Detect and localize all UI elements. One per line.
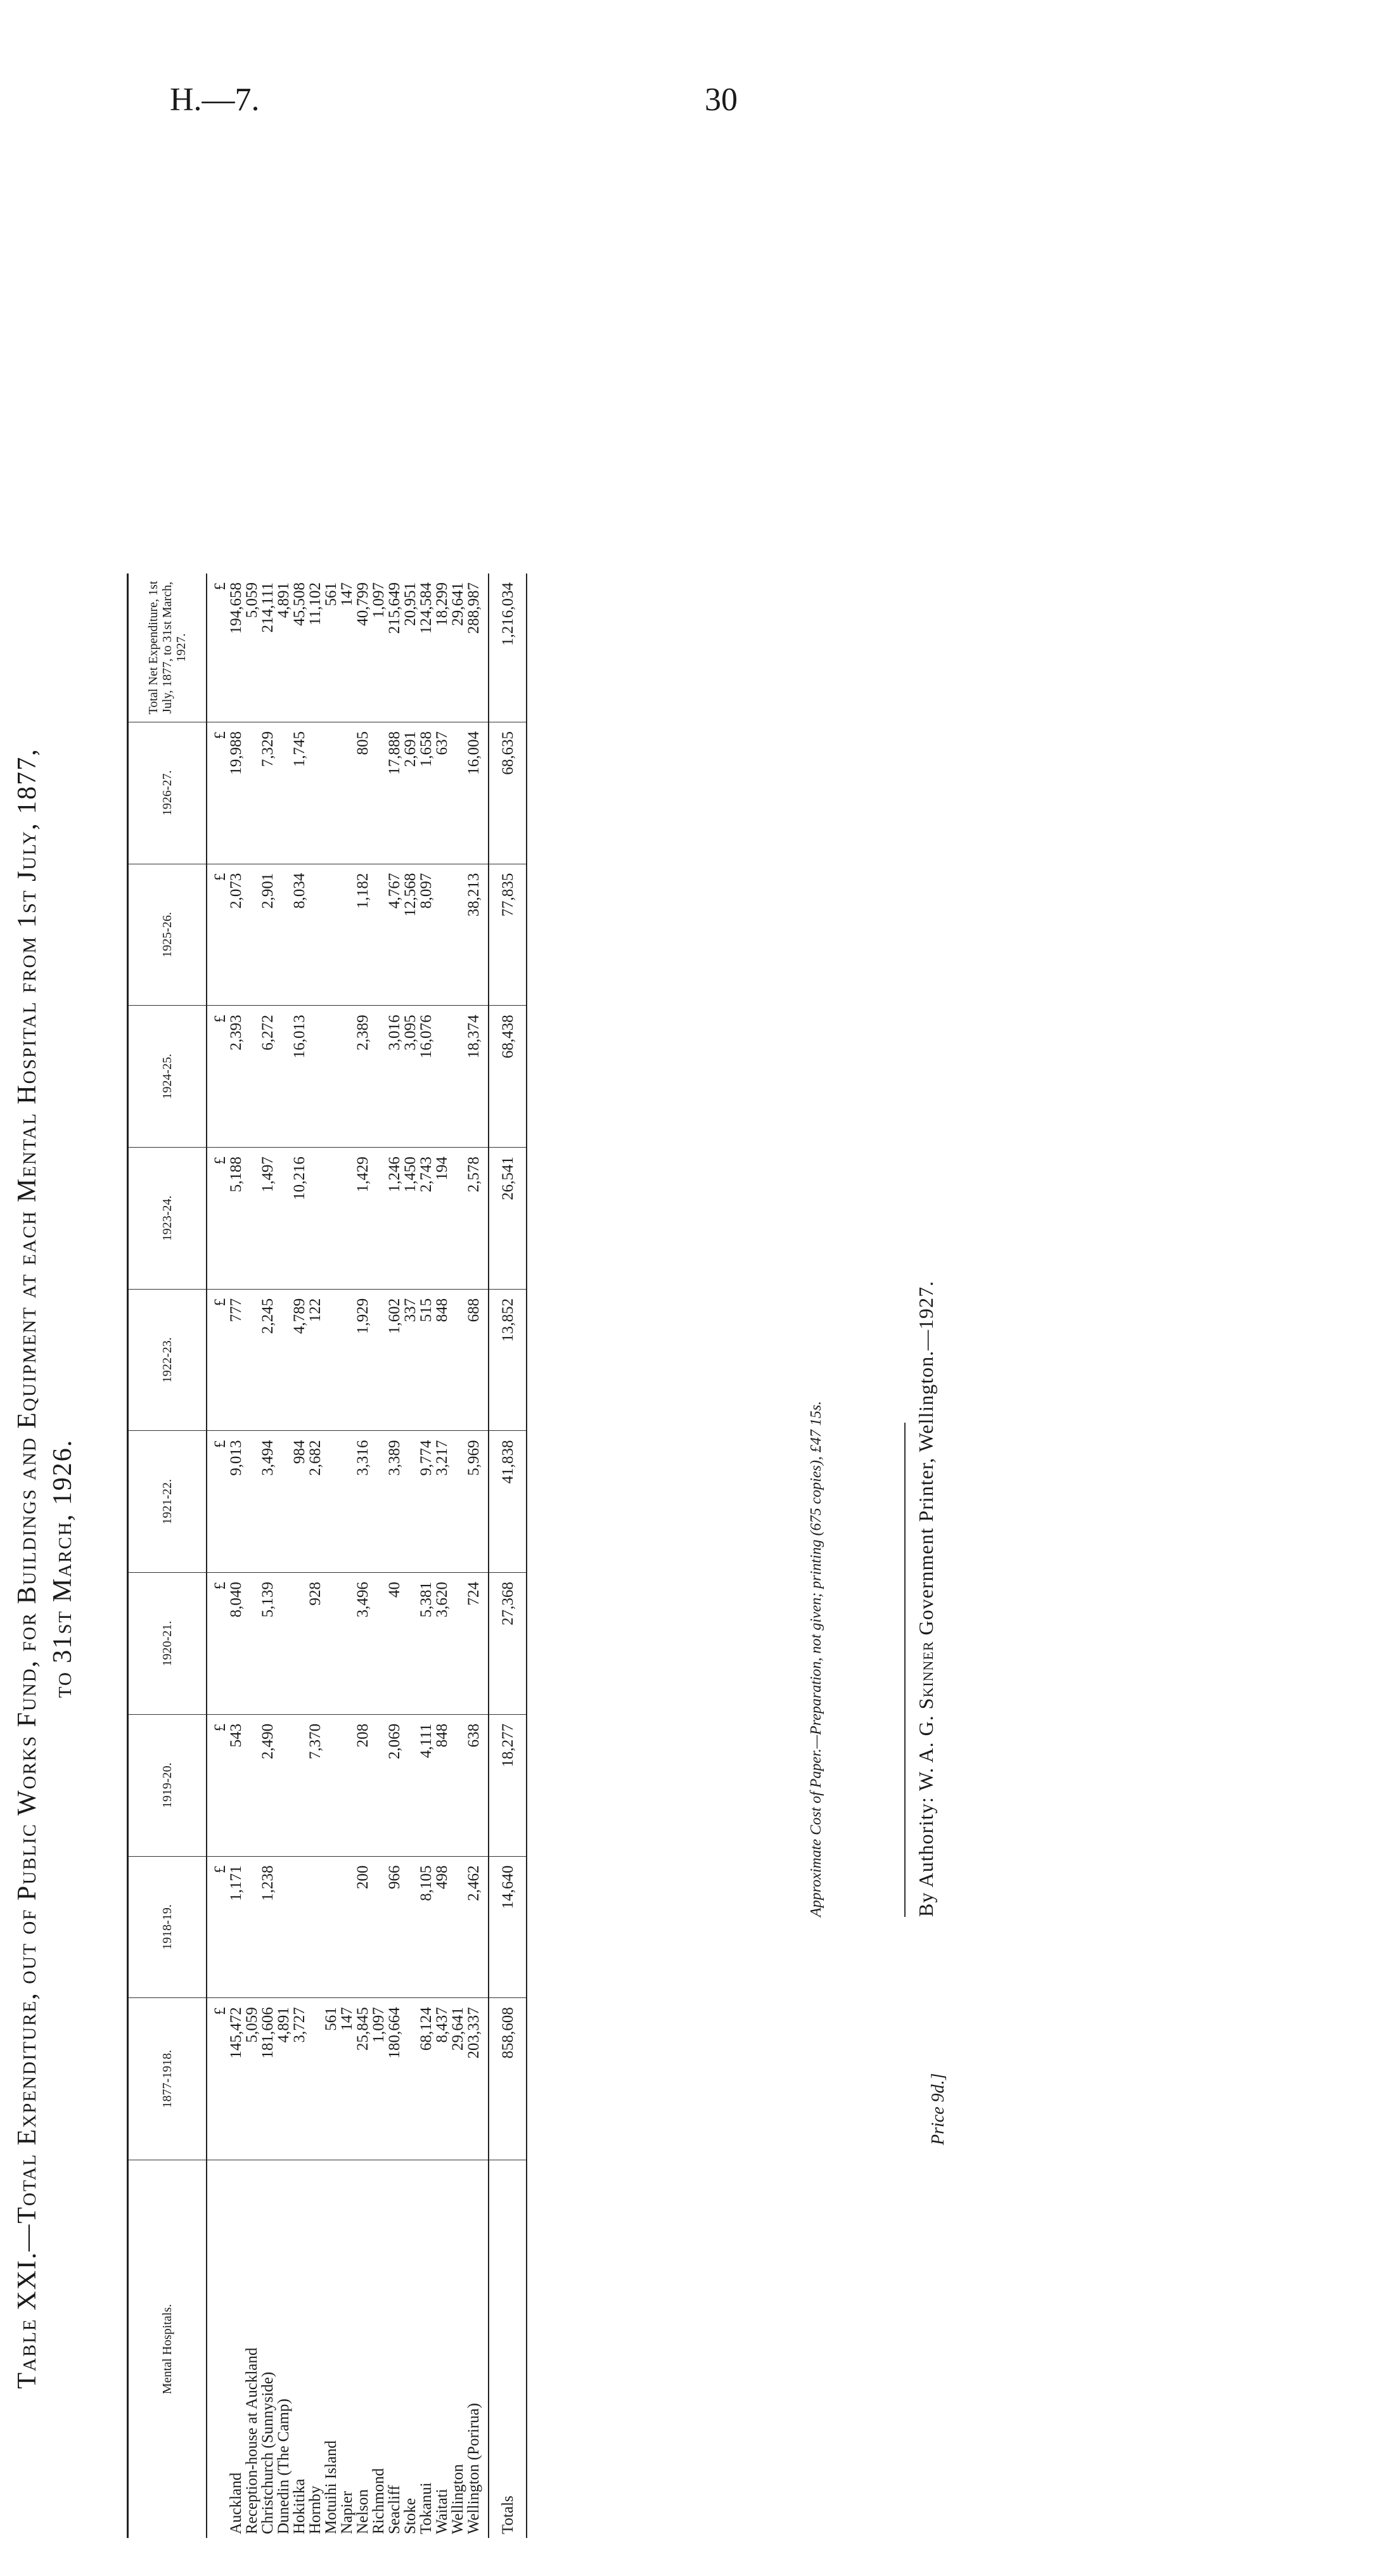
value-cell: 3,620 (434, 1573, 450, 1715)
value-cell (276, 1289, 291, 1431)
value-cell: 122 (307, 1289, 323, 1431)
value-cell: 208 (355, 1714, 371, 1856)
table-row (402, 574, 418, 2538)
value-cell: 288,987 (466, 574, 489, 722)
value-cell: 18,374 (466, 1006, 489, 1148)
total-cell: 27,368 (489, 1573, 527, 1715)
total-cell: 18,277 (489, 1714, 527, 1856)
unit-cell: £ (207, 722, 228, 864)
hospital-name: Tokanui (418, 2482, 435, 2534)
hospital-name: Dunedin (The Camp) (275, 2399, 292, 2534)
value-cell: 38,213 (466, 864, 489, 1006)
total-cell: 68,438 (489, 1006, 527, 1148)
header-row (128, 574, 207, 2538)
unit-cell: £ (207, 1289, 228, 1431)
value-cell: 194,658 (228, 574, 244, 722)
total-cell: 68,635 (489, 722, 527, 864)
value-cell (371, 1431, 387, 1573)
unit-blank (207, 2160, 228, 2538)
title-line-2: to 31st March, 1926. (48, 1439, 77, 1698)
value-cell: 638 (466, 1714, 489, 1856)
total-cell: 1,216,034 (489, 574, 527, 722)
value-cell: 16,004 (466, 722, 489, 864)
total-cell: 26,541 (489, 1148, 527, 1290)
value-cell: 1,246 (387, 1148, 402, 1290)
unit-cell: £ (207, 1006, 228, 1148)
value-cell (402, 1714, 418, 1856)
unit-cell: £ (207, 1998, 228, 2160)
value-cell (291, 1856, 307, 1998)
value-cell: 1,450 (402, 1148, 418, 1290)
divider (904, 1423, 906, 1917)
rotated-page (0, 574, 1156, 2576)
value-cell (434, 864, 450, 1006)
authority-suffix: Government Printer, Wellington.—1927. (914, 1280, 937, 1636)
hospital-name: Stoke (402, 2498, 419, 2534)
value-cell (276, 722, 291, 864)
table-row (466, 574, 489, 2538)
value-cell (339, 1714, 355, 1856)
value-cell: 4,891 (276, 574, 291, 722)
value-cell: 337 (402, 1289, 418, 1431)
totals-row (489, 574, 527, 2538)
column-header-7: 1923-24. (128, 1148, 207, 1290)
value-cell (371, 1289, 387, 1431)
value-cell (339, 1148, 355, 1290)
value-cell: 1,097 (371, 574, 387, 722)
value-cell: 2,462 (466, 1856, 489, 1998)
value-cell (371, 1006, 387, 1148)
value-cell (307, 1006, 323, 1148)
value-cell (450, 1148, 466, 1290)
value-cell: 2,691 (402, 722, 418, 864)
column-header-10: 1926-27. (128, 722, 207, 864)
column-header-4: 1920-21. (128, 1573, 207, 1715)
unit-cell: £ (207, 574, 228, 722)
table-row (276, 574, 291, 2538)
cost-text: —Preparation, not given; printing (675 copies), £47 15s. (808, 1400, 824, 1749)
hospital-name: Richmond (370, 2468, 387, 2534)
page-number: 30 (705, 82, 738, 118)
total-cell: 77,835 (489, 864, 527, 1006)
value-cell (323, 1006, 339, 1148)
value-cell: 1,658 (418, 722, 434, 864)
value-cell: 5,139 (260, 1573, 276, 1715)
value-cell: 2,682 (307, 1431, 323, 1573)
value-cell: 1,929 (355, 1289, 371, 1431)
value-cell (244, 1714, 260, 1856)
value-cell: 9,013 (228, 1431, 244, 1573)
value-cell: 194 (434, 1148, 450, 1290)
value-cell (323, 1573, 339, 1715)
value-cell: 1,171 (228, 1856, 244, 1998)
value-cell: 2,578 (466, 1148, 489, 1290)
price: Price 9d.] (928, 2073, 948, 2145)
value-cell: 515 (418, 1289, 434, 1431)
value-cell (244, 1289, 260, 1431)
value-cell (371, 1573, 387, 1715)
total-cell: 41,838 (489, 1431, 527, 1573)
value-cell (276, 1714, 291, 1856)
cost-label: Approximate Cost of Paper. (808, 1748, 824, 1917)
table-row (387, 574, 402, 2538)
value-cell: 4,767 (387, 864, 402, 1006)
value-cell (307, 864, 323, 1006)
table-body (207, 574, 527, 2538)
value-cell: 214,111 (260, 574, 276, 722)
value-cell: 18,299 (434, 574, 450, 722)
value-cell (276, 1431, 291, 1573)
value-cell (450, 864, 466, 1006)
value-cell (450, 1856, 466, 1998)
value-cell (450, 1289, 466, 1431)
value-cell: 5,381 (418, 1573, 434, 1715)
value-cell: 637 (434, 722, 450, 864)
value-cell: 5,059 (244, 574, 260, 722)
hospital-name: Hornby (307, 2485, 324, 2534)
value-cell (323, 1148, 339, 1290)
value-cell (244, 864, 260, 1006)
table-row (323, 574, 339, 2538)
table-row (291, 574, 307, 2538)
value-cell (276, 864, 291, 1006)
value-cell: 2,743 (418, 1148, 434, 1290)
value-cell (371, 864, 387, 1006)
value-cell: 3,496 (355, 1573, 371, 1715)
value-cell: 20,951 (402, 574, 418, 722)
value-cell (244, 1856, 260, 1998)
value-cell (339, 1289, 355, 1431)
value-cell (339, 1431, 355, 1573)
value-cell (244, 1006, 260, 1148)
authority-line (914, 1281, 938, 1917)
value-cell: 203,337 (466, 1998, 489, 2160)
total-cell: 13,852 (489, 1289, 527, 1431)
value-cell: 16,076 (418, 1006, 434, 1148)
value-cell: 16,013 (291, 1006, 307, 1148)
value-cell (371, 722, 387, 864)
value-cell: 5,969 (466, 1431, 489, 1573)
total-cell: 858,608 (489, 1998, 527, 2160)
value-cell: 1,097 (371, 1998, 387, 2160)
value-cell: 11,102 (307, 574, 323, 722)
hospital-name: Napier (338, 2490, 355, 2534)
column-header-3: 1919-20. (128, 1714, 207, 1856)
paper-cost-note (808, 1401, 825, 1917)
value-cell: 215,649 (387, 574, 402, 722)
value-cell: 12,568 (402, 864, 418, 1006)
value-cell (276, 1573, 291, 1715)
value-cell (307, 1856, 323, 1998)
value-cell: 8,437 (434, 1998, 450, 2160)
table-row (434, 574, 450, 2538)
value-cell: 688 (466, 1289, 489, 1431)
unit-row (207, 574, 228, 2538)
hospital-name: Hokitika (291, 2478, 308, 2534)
value-cell: 848 (434, 1714, 450, 1856)
table-row (450, 574, 466, 2538)
unit-cell: £ (207, 1573, 228, 1715)
value-cell (450, 1573, 466, 1715)
value-cell: 543 (228, 1714, 244, 1856)
table-row (371, 574, 387, 2538)
value-cell: 45,508 (291, 574, 307, 722)
value-cell (323, 864, 339, 1006)
value-cell: 2,245 (260, 1289, 276, 1431)
title-line-1: Table XXI.—Total Expenditure, out of Public Works Fund, for Buildings and Equipment at each Mental Hospital from 1st July, 1877, (13, 748, 42, 2389)
value-cell: 7,370 (307, 1714, 323, 1856)
value-cell: 3,494 (260, 1431, 276, 1573)
value-cell: 19,988 (228, 722, 244, 864)
value-cell: 6,272 (260, 1006, 276, 1148)
value-cell (307, 722, 323, 864)
hospital-name: Christchurch (Sunnyside) (259, 2371, 276, 2534)
authority-prefix: By Authority: (914, 1797, 937, 1917)
value-cell (291, 1573, 307, 1715)
printer-name: W. A. G. Skinner (914, 1641, 937, 1791)
document-code: H.—7. (170, 82, 260, 118)
value-cell (339, 722, 355, 864)
value-cell: 147 (339, 1998, 355, 2160)
value-cell: 147 (339, 574, 355, 722)
value-cell: 3,727 (291, 1998, 307, 2160)
table-row (339, 574, 355, 2538)
value-cell: 2,389 (355, 1006, 371, 1148)
total-cell: 14,640 (489, 1856, 527, 1998)
value-cell: 1,497 (260, 1148, 276, 1290)
table-row (244, 574, 260, 2538)
hospital-name: Auckland (227, 2472, 245, 2534)
column-header-11: Total Net Expenditure, 1st July, 1877, to 31st March, 1927. (128, 574, 207, 722)
unit-cell: £ (207, 1714, 228, 1856)
unit-cell: £ (207, 1431, 228, 1573)
column-header-2: 1918-19. (128, 1856, 207, 1998)
value-cell: 2,069 (387, 1714, 402, 1856)
column-header-hospital: Mental Hospitals. (128, 2160, 207, 2538)
value-cell: 3,217 (434, 1431, 450, 1573)
value-cell (323, 1431, 339, 1573)
column-header-9: 1925-26. (128, 864, 207, 1006)
value-cell: 181,606 (260, 1998, 276, 2160)
column-header-6: 1922-23. (128, 1289, 207, 1431)
expenditure-table (127, 574, 527, 2538)
value-cell: 180,664 (387, 1998, 402, 2160)
value-cell: 9,774 (418, 1431, 434, 1573)
value-cell: 124,584 (418, 574, 434, 722)
value-cell: 1,238 (260, 1856, 276, 1998)
hospital-name: Wellington (449, 2464, 466, 2534)
value-cell: 29,641 (450, 574, 466, 722)
value-cell: 1,745 (291, 722, 307, 864)
value-cell (402, 1856, 418, 1998)
value-cell (450, 1006, 466, 1148)
value-cell (339, 1006, 355, 1148)
hospital-name: Wellington (Porirua) (465, 2403, 482, 2534)
hospital-name: Seacliff (386, 2485, 403, 2534)
value-cell (339, 1856, 355, 1998)
value-cell: 200 (355, 1856, 371, 1998)
value-cell: 805 (355, 722, 371, 864)
value-cell: 8,105 (418, 1856, 434, 1998)
value-cell: 2,393 (228, 1006, 244, 1148)
value-cell: 8,097 (418, 864, 434, 1006)
table-row (307, 574, 323, 2538)
value-cell: 2,901 (260, 864, 276, 1006)
value-cell (402, 1431, 418, 1573)
value-cell: 561 (323, 574, 339, 722)
value-cell (434, 1006, 450, 1148)
unit-cell: £ (207, 1856, 228, 1998)
value-cell: 2,073 (228, 864, 244, 1006)
value-cell: 29,641 (450, 1998, 466, 2160)
value-cell: 4,891 (276, 1998, 291, 2160)
value-cell (244, 1148, 260, 1290)
value-cell (276, 1856, 291, 1998)
table-row (355, 574, 371, 2538)
value-cell (307, 1148, 323, 1290)
value-cell (244, 1573, 260, 1715)
column-header-5: 1921-22. (128, 1431, 207, 1573)
unit-cell: £ (207, 864, 228, 1006)
value-cell: 1,182 (355, 864, 371, 1006)
value-cell: 3,316 (355, 1431, 371, 1573)
value-cell: 10,216 (291, 1148, 307, 1290)
totals-label: Totals (489, 2160, 527, 2538)
value-cell: 68,124 (418, 1998, 434, 2160)
value-cell (450, 1714, 466, 1856)
value-cell: 5,059 (244, 1998, 260, 2160)
table-row (260, 574, 276, 2538)
value-cell (323, 722, 339, 864)
value-cell (244, 722, 260, 864)
unit-cell: £ (207, 1148, 228, 1290)
hospital-name: Reception-house at Auckland (243, 2347, 260, 2534)
value-cell (323, 1289, 339, 1431)
value-cell (339, 1573, 355, 1715)
value-cell (323, 1856, 339, 1998)
hospital-name: Nelson (354, 2489, 371, 2534)
value-cell: 561 (323, 1998, 339, 2160)
table-row (418, 574, 434, 2538)
value-cell: 3,095 (402, 1006, 418, 1148)
value-cell: 966 (387, 1856, 402, 1998)
value-cell: 2,490 (260, 1714, 276, 1856)
hospital-name: Waitati (433, 2489, 451, 2534)
value-cell (276, 1148, 291, 1290)
value-cell (244, 1431, 260, 1573)
column-header-8: 1924-25. (128, 1006, 207, 1148)
value-cell (323, 1714, 339, 1856)
value-cell (371, 1714, 387, 1856)
value-cell: 1,429 (355, 1148, 371, 1290)
value-cell (450, 1431, 466, 1573)
value-cell: 4,111 (418, 1714, 434, 1856)
value-cell: 3,389 (387, 1431, 402, 1573)
value-cell: 777 (228, 1289, 244, 1431)
value-cell: 5,188 (228, 1148, 244, 1290)
value-cell: 1,602 (387, 1289, 402, 1431)
value-cell (339, 864, 355, 1006)
value-cell: 498 (434, 1856, 450, 1998)
value-cell: 7,329 (260, 722, 276, 864)
value-cell (402, 1998, 418, 2160)
value-cell (371, 1856, 387, 1998)
value-cell (276, 1006, 291, 1148)
value-cell: 3,016 (387, 1006, 402, 1148)
value-cell: 8,034 (291, 864, 307, 1006)
value-cell (402, 1573, 418, 1715)
value-cell: 17,888 (387, 722, 402, 864)
value-cell (371, 1148, 387, 1290)
table-title (10, 713, 80, 2424)
value-cell (307, 1998, 323, 2160)
value-cell: 984 (291, 1431, 307, 1573)
value-cell (291, 1714, 307, 1856)
table-row (228, 574, 244, 2538)
value-cell: 25,845 (355, 1998, 371, 2160)
value-cell (450, 722, 466, 864)
value-cell: 4,789 (291, 1289, 307, 1431)
value-cell: 724 (466, 1573, 489, 1715)
hospital-name: Motuihi Island (323, 2440, 340, 2534)
value-cell: 40 (387, 1573, 402, 1715)
value-cell: 848 (434, 1289, 450, 1431)
value-cell: 8,040 (228, 1573, 244, 1715)
column-header-1: 1877-1918. (128, 1998, 207, 2160)
value-cell: 40,799 (355, 574, 371, 722)
value-cell: 928 (307, 1573, 323, 1715)
value-cell: 145,472 (228, 1998, 244, 2160)
